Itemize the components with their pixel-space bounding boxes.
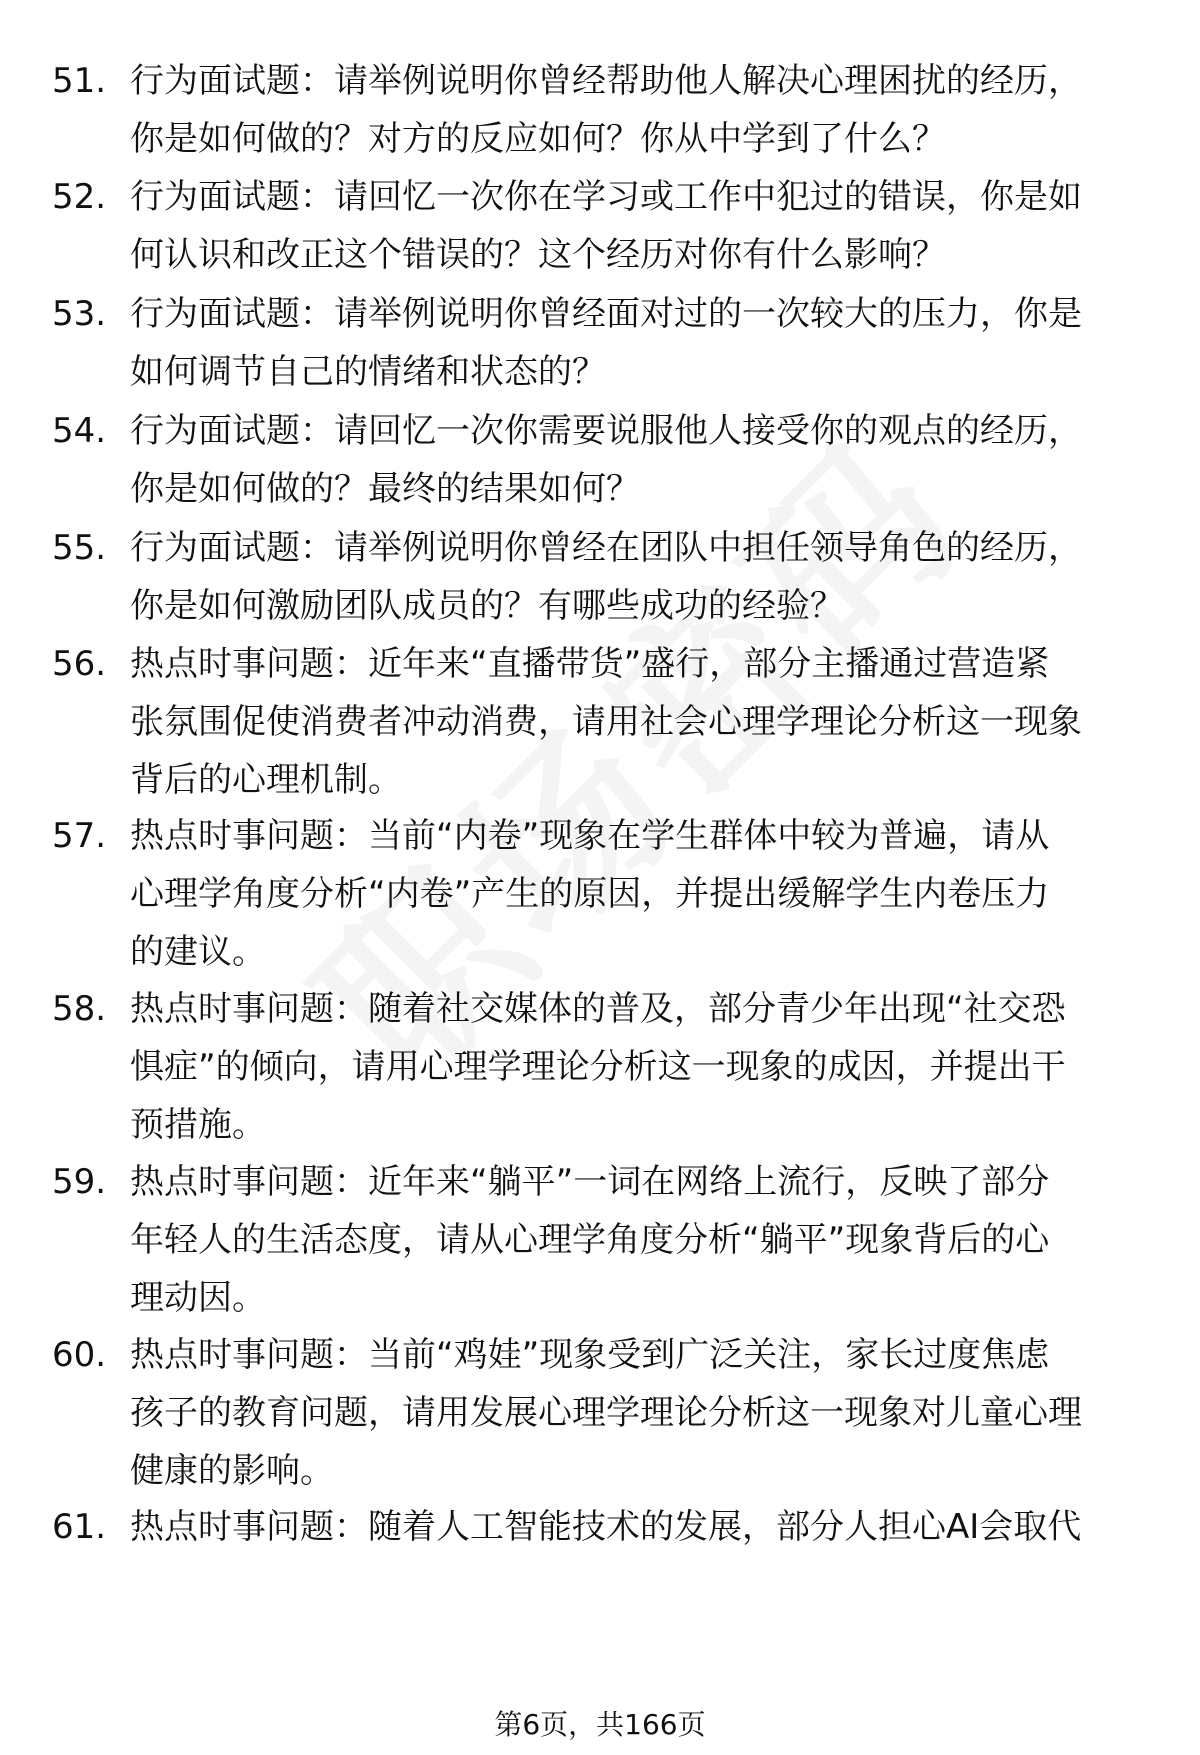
question-line: 行为面试题：请举例说明你曾经在团队中担任领导角色的经历， bbox=[130, 528, 1082, 568]
question-text bbox=[130, 168, 1190, 284]
question-line: 行为面试题：请回忆一次你需要说服他人接受你的观点的经历， bbox=[130, 411, 1082, 451]
question-line: 行为面试题：请举例说明你曾经帮助他人解决心理困扰的经历， bbox=[130, 61, 1082, 101]
question-line: 背后的心理机制。 bbox=[130, 760, 402, 800]
question-line: 行为面试题：请回忆一次你在学习或工作中犯过的错误，你是如 bbox=[130, 177, 1082, 217]
question-line: 惧症”的倾向，请用心理学理论分析这一现象的成因，并提出干 bbox=[130, 1047, 1066, 1087]
question-line: 张氛围促使消费者冲动消费，请用社会心理学理论分析这一现象 bbox=[130, 702, 1082, 742]
question-line: 健康的影响。 bbox=[130, 1451, 334, 1491]
question-line: 心理学角度分析“内卷”产生的原因，并提出缓解学生内卷压力 bbox=[130, 874, 1050, 914]
question-number: 61. bbox=[52, 1507, 107, 1547]
question-text bbox=[130, 1498, 1190, 1556]
question-text bbox=[130, 1326, 1190, 1500]
question-line: 预措施。 bbox=[130, 1105, 266, 1145]
question-text bbox=[130, 402, 1190, 518]
question-text bbox=[130, 807, 1190, 981]
question-text bbox=[130, 52, 1190, 168]
question-text bbox=[130, 980, 1190, 1154]
question-number: 55. bbox=[52, 528, 107, 568]
question-line: 年轻人的生活态度，请从心理学角度分析“躺平”现象背后的心 bbox=[130, 1220, 1050, 1260]
question-number: 57. bbox=[52, 816, 107, 856]
question-line: 热点时事问题：随着人工智能技术的发展，部分人担心AI会取代 bbox=[130, 1507, 1082, 1547]
question-line: 你是如何做的？对方的反应如何？你从中学到了什么？ bbox=[130, 119, 946, 159]
question-line: 热点时事问题：近年来“直播带货”盛行，部分主播通过营造紧 bbox=[130, 644, 1050, 684]
question-line: 热点时事问题：随着社交媒体的普及，部分青少年出现“社交恐 bbox=[130, 989, 1066, 1029]
question-number: 51. bbox=[52, 61, 107, 101]
question-line: 热点时事问题：当前“鸡娃”现象受到广泛关注，家长过度焦虑 bbox=[130, 1335, 1050, 1375]
question-line: 热点时事问题：近年来“躺平”一词在网络上流行，反映了部分 bbox=[130, 1162, 1050, 1202]
question-number: 53. bbox=[52, 294, 107, 334]
question-number: 56. bbox=[52, 644, 107, 684]
question-line: 理动因。 bbox=[130, 1278, 266, 1318]
question-line: 的建议。 bbox=[130, 932, 266, 972]
question-text bbox=[130, 519, 1190, 635]
question-line: 你是如何激励团队成员的？有哪些成功的经验？ bbox=[130, 586, 844, 626]
question-number: 60. bbox=[52, 1335, 107, 1375]
question-number: 54. bbox=[52, 411, 107, 451]
question-number: 59. bbox=[52, 1162, 107, 1202]
question-number: 52. bbox=[52, 177, 107, 217]
question-line: 如何调节自己的情绪和状态的？ bbox=[130, 352, 606, 392]
question-text bbox=[130, 635, 1190, 809]
question-line: 何认识和改正这个错误的？这个经历对你有什么影响？ bbox=[130, 235, 946, 275]
question-text bbox=[130, 285, 1190, 401]
question-line: 行为面试题：请举例说明你曾经面对过的一次较大的压力，你是 bbox=[130, 294, 1082, 334]
question-number: 58. bbox=[52, 989, 107, 1029]
question-line: 孩子的教育问题，请用发展心理学理论分析这一现象对儿童心理 bbox=[130, 1393, 1082, 1433]
question-text bbox=[130, 1153, 1190, 1327]
question-line: 你是如何做的？最终的结果如何？ bbox=[130, 469, 640, 509]
question-line: 热点时事问题：当前“内卷”现象在学生群体中较为普遍，请从 bbox=[130, 816, 1050, 856]
page-footer: 第6页，共166页 bbox=[494, 1708, 706, 1741]
